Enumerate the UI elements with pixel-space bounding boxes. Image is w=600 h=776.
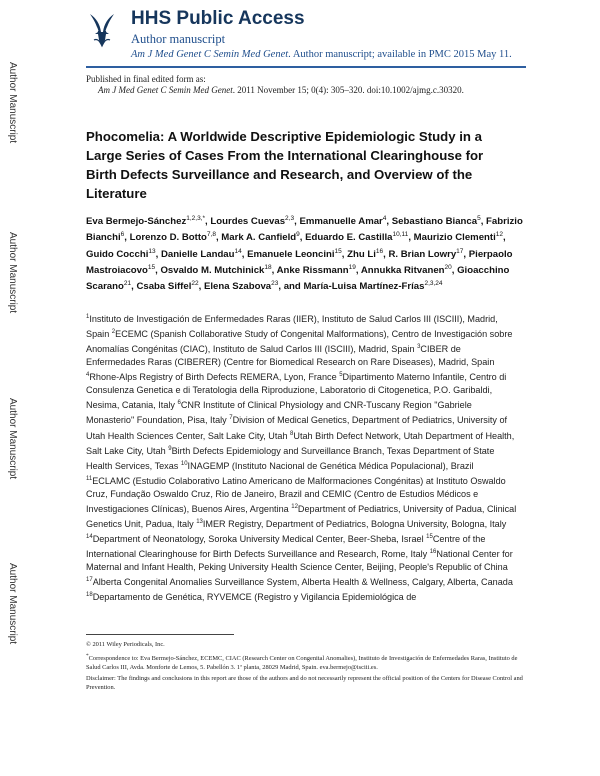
author-name[interactable]: María-Luisa Martínez-Frías	[303, 281, 425, 293]
author-affiliation-marker: 15	[147, 263, 156, 271]
author-affiliation-marker: 15	[334, 247, 342, 255]
affiliation-number: 2	[111, 329, 116, 336]
affiliation-number: 8	[290, 430, 294, 437]
hhs-eagle-logo-icon	[86, 10, 118, 50]
author-affiliation-marker: 4	[382, 215, 387, 222]
disclaimer-note: Disclaimer: The findings and conclusions in this report are those of the authors and do not necessarily represent the official position of the Centers for Disease Control and Prevention.	[86, 674, 523, 691]
author-name[interactable]: Anke Rissmann	[276, 265, 349, 277]
author-affiliation-marker: 7,8	[206, 231, 216, 239]
author-name[interactable]: Eva Bermejo-Sánchez	[86, 216, 187, 228]
affiliation-text: Rhone-Alps Registry of Birth Defects REMERA, Lyon, France	[89, 372, 340, 383]
affiliation-text: INAGEMP (Instituto Nacional de Genética Médica Populacional), Brazil	[187, 460, 474, 471]
affiliation-text: ECLAMC (Estudio Colaborativo Latino Americano de Malformaciones Congénitas) at Instituto Oswaldo Cruz, Fundação Oswaldo Cruz, Rio de Janeiro, Brazil and CEMIC (Centro de Estudios Médicos e Investigaciones Clínicas), Buenos Aires, Argentina	[86, 475, 506, 514]
affiliation-number: 11	[86, 475, 93, 482]
publication-info	[86, 74, 526, 96]
affiliation-text: Utah Birth Defect Network, Utah Department of Health, Salt Lake City, Utah	[86, 430, 515, 456]
author-name[interactable]: Danielle Landau	[160, 248, 235, 260]
affiliation-number: 16	[429, 549, 437, 556]
affiliation-number: 10	[180, 460, 188, 467]
affiliation-number: 15	[426, 534, 433, 541]
correspondence-note: *Correspondence to: Eva Bermejo-Sánchez, ECEMC, CIAC (Research Center on Congenital Anomalies), Instituto de Investigación de Enfermedades Raras, Instituto de Salud Carlos III, Avda. Monforte de Lemos, 5. Pabellón 3. 1ª planta, 28029 Madrid, Spain. eva.bermejo@isciii.es.	[86, 652, 518, 671]
author-name[interactable]: Maurizio Clementi	[413, 232, 496, 244]
affiliation-number: 7	[229, 415, 233, 422]
author-affiliation-marker: 9	[296, 231, 300, 239]
author-affiliation-marker: 13	[148, 247, 156, 255]
affiliation-number: 14	[86, 534, 93, 541]
affiliation-text: IMER Registry, Department of Pediatrics, Bologna University, Bologna, Italy	[202, 519, 507, 530]
author-affiliation-marker: 17	[456, 247, 464, 255]
availability-text: . Author manuscript; available in PMC 2015 May 11.	[288, 49, 512, 60]
author-name[interactable]: Fabrizio Bianchi	[86, 216, 523, 244]
affiliation-text: CIBER de Enfermedades Raras (CIBERER) (Centre for Biomedical Research on Rare Diseases), Madrid, Spain	[86, 344, 495, 368]
author-name[interactable]: Elena Szabova	[203, 281, 272, 293]
author-affiliation-marker: 21	[123, 280, 132, 288]
affiliation-text: Birth Defects Epidemiology and Surveillance Branch, Texas Department of State Health Services, Texas	[86, 445, 495, 471]
affiliation-text: Department of Pediatrics, University of Padua, Clinical Genetics Unit, Padua, Italy	[86, 503, 517, 530]
affiliation-number: 4	[86, 372, 90, 379]
author-name[interactable]: Lorenzo D. Botto	[129, 232, 207, 244]
affiliation-text: Instituto de Investigación de Enfermedades Raras (IIER), Instituto de Salud Carlos III (ISCIII), Madrid, Spain	[86, 314, 498, 340]
published-label: Published in final edited form as:	[86, 74, 206, 84]
affiliation-text: Division of Medical Genetics, Department of Pediatrics, University of Utah Health Sciences Center, Salt Lake City, Utah	[86, 415, 508, 441]
author-affiliation-marker: 2,3,24	[424, 280, 443, 288]
affiliation-text: Department of Neonatology, Soroka University Medical Center, Beer-Sheba, Israel	[92, 534, 427, 545]
affiliation-number: 17	[86, 577, 93, 584]
published-citation: Am J Med Genet C Semin Med Genet. 2011 November 15; 0(4): 305–320. doi:10.1002/ajmg.c.30320.	[98, 85, 464, 95]
affiliation-number: 3	[417, 344, 421, 351]
affiliation-text: Dipartimento Materno Infantile, Centro di Consulenza Genetica e di Teratologia della Riproduzione, Laboratorio di Citogenetica, P.O. Garibaldi, Nesima, Catania, Italy	[86, 372, 507, 411]
journal-citation	[131, 49, 531, 60]
author-name[interactable]: Guido Cocchi	[86, 248, 149, 260]
author-affiliation-marker: 20	[444, 263, 452, 271]
affiliations	[86, 311, 518, 604]
author-name[interactable]: Emanuele Leoncini	[247, 248, 335, 260]
affiliation-text: Centre of the International Clearinghouse for Birth Defects Surveillance and Research, Rome, Italy	[86, 534, 486, 560]
author-affiliation-marker: 16	[375, 247, 384, 255]
author-name[interactable]: Annukka Ritvanen	[360, 265, 445, 277]
affiliation-number: 12	[291, 503, 298, 510]
author-name[interactable]: Pierpaolo Mastroiacovo	[86, 248, 513, 277]
journal-name: Am J Med Genet C Semin Med Genet	[131, 49, 289, 60]
affiliation-text: CNR Institute of Clinical Physiology and CNR-Tuscany Region "Gabriele Monasterio" Foundation, Pisa, Italy	[86, 400, 472, 426]
article-title: Phocomelia: A Worldwide Descriptive Epidemiologic Study in a Large Series of Cases From the International Clearinghouse for Birth Defects Surveillance and Research, and Overview of the Literature	[86, 129, 484, 201]
author-name[interactable]: Osvaldo M. Mutchinick	[160, 265, 265, 277]
header-divider	[86, 66, 526, 68]
hhs-public-access-title: HHS Public Access	[131, 8, 305, 29]
author-affiliation-marker: 5	[477, 215, 481, 222]
affiliation-number: 1	[86, 314, 90, 320]
affiliation-number: 6	[177, 400, 181, 407]
author-affiliation-marker: 10,11	[392, 231, 409, 239]
author-affiliation-marker: 22	[191, 280, 199, 288]
author-affiliation-marker: 2,3	[285, 215, 295, 222]
affiliation-number: 9	[168, 445, 172, 452]
author-name[interactable]: Gioacchino Scarano	[86, 265, 510, 293]
author-name[interactable]: Lourdes Cuevas	[210, 216, 286, 228]
affiliation-number: 18	[86, 592, 93, 599]
affiliation-number: 13	[196, 519, 203, 525]
author-affiliation-marker: 19	[348, 263, 356, 271]
affiliation-text: Departamento de Genética, RYVEMCE (Registro y Vigilancia Epidemiológica de	[92, 592, 417, 603]
affiliation-text: ECEMC (Spanish Collaborative Study of Congenital Malformations), Centro de Investigación sobre Anomalías Congénitas (CIAC), Instituto de Salud Carlos III (ISCIII), Madrid, Spain	[86, 329, 513, 355]
footnotes	[86, 641, 526, 695]
author-affiliation-marker: 12	[495, 231, 503, 239]
affiliation-text: National Center for Maternal and Infant Health, Peking University Health Science Center, Beijing, People's Republic of China	[86, 549, 513, 573]
author-name[interactable]: Zhu Li	[347, 248, 376, 260]
author-name[interactable]: Sebastiano Bianca	[391, 216, 478, 228]
author-manuscript-subtitle: Author manuscript	[131, 32, 226, 46]
author-list: Eva Bermejo-Sánchez$^{1,2,3,*}$, Lourdes Cuevas$^{2,3}$, Emmanuelle Amar$^4$, Sebastiano Bianca$^5$, Fabrizio Bianchi$^6$, Lorenzo D. Botto$^{7,8}$, Mark A. Canfield$^9$, Eduardo E. Castilla$^{10,11}$, Maurizio Clementi$^{12}$, Guido Cocchi$^{13}$, Danielle Landau$^{14}$, Emanuele Leoncini$^{15}$, Zhu Li$^{16}$, R. Brian Lowry$^{17}$, Pierpaolo Mastroiacovo$^{15}$, Osvaldo M. Mutchinick$^{18}$, Anke Rissmann$^{19}$, Annukka Ritvanen$^{20}$, Gioacchino Scarano$^{21}$, Csaba Siffel$^{22}$, Elena Szabova$^{23}$, and María-Luisa Martínez-Frías$^{2,3,24}$	[86, 215, 523, 293]
author-affiliation-marker: 14	[234, 247, 242, 255]
author-affiliation-marker: 1,2,3,*	[186, 215, 206, 222]
author-name[interactable]: Eduardo E. Castilla	[305, 232, 393, 244]
footnote-divider	[86, 634, 234, 635]
affiliation-number: 5	[339, 372, 343, 379]
author-affiliation-marker: 6	[120, 231, 125, 239]
author-affiliation-marker: 23	[271, 280, 279, 288]
author-affiliation-marker: 18	[264, 263, 272, 271]
affiliation-text: Alberta Congenital Anomalies Surveillance System, Alberta Health & Wellness, Calgary, Alberta, Canada	[92, 577, 513, 588]
author-name[interactable]: Mark A. Canfield	[221, 232, 297, 244]
author-name[interactable]: Csaba Siffel	[136, 281, 192, 293]
author-name[interactable]: Emmanuelle Amar	[299, 216, 383, 228]
copyright-notice: © 2011 Wiley Periodicals, Inc.	[86, 641, 165, 648]
author-name[interactable]: R. Brian Lowry	[388, 248, 457, 260]
